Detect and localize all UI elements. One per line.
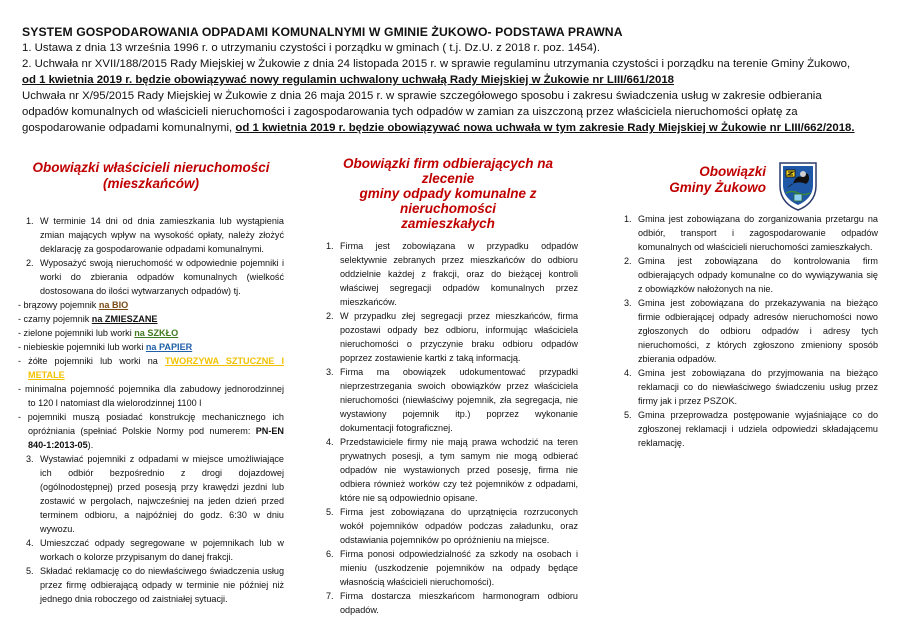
item-text: Gmina jest zobowiązana do zorganizowania przetargu na odbiór, transport i zagospodarowanie odpadów komunalnych od właścicieli nieruchomości zamieszkałych. <box>638 214 878 252</box>
item-number: 5. <box>26 566 34 576</box>
item-number: 2. <box>26 258 34 268</box>
item-text: W terminie 14 dni od dnia zamieszkania lub wystąpienia zmian mających wpływ na wysokość opłaty, należy złożyć deklarację za gospodarowanie odpadami komunalnymi. <box>40 216 284 254</box>
item-number: 7. <box>326 591 334 601</box>
heading-line-3: zamieszkałych <box>401 216 495 231</box>
bin-bio <box>18 298 284 312</box>
bin-desc: - niebieskie pojemniki lub worki <box>18 342 146 352</box>
list-item <box>318 547 578 589</box>
item-number: 2. <box>624 256 632 266</box>
legal-basis-header <box>22 25 882 136</box>
item-number: 2. <box>326 311 334 321</box>
item-number: 4. <box>326 437 334 447</box>
norm-note <box>18 410 284 452</box>
item-number: 1. <box>624 214 632 224</box>
item-number: 6. <box>326 549 334 559</box>
owners-obligations-heading <box>18 160 284 192</box>
list-item <box>616 366 878 408</box>
companies-obligations-column <box>318 156 578 617</box>
heading-line-2: (mieszkańców) <box>102 176 200 191</box>
coat-of-arms-icon <box>772 160 824 210</box>
item-text: Gmina przeprowadza postępowanie wyjaśniające co do zgłoszonej reklamacji i udziela odpowiedzi składającemu reklamację. <box>638 410 878 448</box>
bin-mixed <box>18 312 284 326</box>
bin-label-paper: na PAPIER <box>145 342 193 352</box>
list-item <box>318 239 578 309</box>
item-text: Przedstawiciele firmy nie mają prawa wchodzić na teren prywatnych posesji, a tym samym nie mogą odbierać odpadów nie wystawionych przed posesję, firma nie odbiera również worków czy też pojemników z odpadami, które nie są odpowiednio opisane. <box>340 437 578 503</box>
heading-line-1: Obowiązki <box>699 164 766 179</box>
heading-line-1: Obowiązki firm odbierających na zlecenie <box>342 156 554 186</box>
bin-label-plastic: TWORZYWA SZTUCZNE I METALE <box>28 356 285 380</box>
heading-line-2: Gminy Żukowo <box>669 180 766 195</box>
norm-number: PN-EN 840-1:2013-05 <box>28 426 284 450</box>
item-number: 1. <box>326 241 334 251</box>
legal-basis-line-5: odpadów komunalnych od właścicieli nieruchomości i zagospodarowania tych odpadów w zamian za uiszczoną przez właściciela nieruchomości opłatę za <box>22 106 798 118</box>
list-item <box>318 505 578 547</box>
item-number: 5. <box>326 507 334 517</box>
item-text: Gmina jest zobowiązana do przyjmowania na bieżąco reklamacji co do niewłaściwego świadczeniu usług przez firmy jak i przez PSZOK. <box>638 368 878 406</box>
bin-paper <box>18 340 284 354</box>
item-text: Gmina jest zobowiązana do przekazywania na bieżąco firmie odbierającej odpady adresów nieruchomości nowo zgłoszonych do odbioru odpadów i adresy tych nieruchomości, z których zgłoszono zmieniony sposób zbierania odpadów. <box>638 298 878 364</box>
line-6-bold: od 1 kwietnia 2019 r. będzie obowiązywać nowa uchwała w tym zakresie Rady Miejskiej w Żukowie nr LIII/662/2018. <box>235 122 855 134</box>
bin-label-mixed: na ZMIESZANE <box>91 314 158 324</box>
bin-desc: - żółte pojemniki lub worki na <box>18 356 165 366</box>
municipality-obligations-column <box>616 164 878 450</box>
legal-basis-line-1: 1. Ustawa z dnia 13 września 1996 r. o utrzymaniu czystości i porządku w gminach ( t.j. Dz.U. z 2018 r. poz. 1454). <box>22 42 601 54</box>
bin-desc: - brązowy pojemnik <box>18 300 99 310</box>
item-number: 4. <box>26 538 34 548</box>
item-text: Wystawiać pojemniki z odpadami w miejsce umożliwiające ich odbiór bezpośrednio z drogi dojazdowej (ogólnodostępnej) przed posesją przy krawędzi jezdni lub zostawić w pergolach, najwcześniej na jeden dzień przed terminem odbioru, a najpóźniej do godz. 6:30 w dniu wywozu. <box>40 454 284 534</box>
legal-basis-line-2: 2. Uchwała nr XVII/188/2015 Rady Miejskiej w Żukowie z dnia 24 listopada 2015 r. w sprawie regulaminu utrzymania czystości i porządku na terenie Gminy Żukowo, <box>22 58 851 70</box>
item-number: 1. <box>26 216 34 226</box>
list-item <box>318 589 578 617</box>
list-item <box>318 309 578 365</box>
bin-glass <box>18 326 284 340</box>
bin-desc: - czarny pojemnik <box>18 314 92 324</box>
companies-obligations-heading <box>318 156 578 231</box>
list-item <box>616 254 878 296</box>
list-item <box>18 452 284 536</box>
list-item <box>18 256 284 298</box>
capacity-note: - minimalna pojemność pojemnika dla zabudowy jednorodzinnej to 120 l natomiast dla wielorodzinnej 1100 l <box>18 384 284 408</box>
bin-label-bio: na BIO <box>98 300 129 310</box>
item-text: W przypadku złej segregacji przez mieszkańców, firma pozostawi odpady bez odbioru, informując właściciela nieruchomości o przyczynie braku odbioru odpadów poprzez zostawienie kartki z taką informacją. <box>340 311 578 363</box>
item-text: Firma dostarcza mieszkańcom harmonogram odbioru odpadów. <box>340 591 578 615</box>
list-item <box>318 365 578 435</box>
municipality-obligations-heading <box>616 164 766 196</box>
item-text: Firma ponosi odpowiedzialność za szkody na osobach i mieniu (uszkodzenie pojemników na odpady będące własnością właścicieli nieruchomości). <box>340 549 578 587</box>
item-number: 4. <box>624 368 632 378</box>
owners-obligations-column <box>18 160 284 606</box>
item-number: 3. <box>26 454 34 464</box>
list-item <box>616 296 878 366</box>
norm-note-text: - pojemniki muszą posiadać konstrukcję mechanicznego ich opróżniania (spełniać Polskie Normy pod numerem: <box>18 412 284 436</box>
bin-plastic <box>18 354 284 382</box>
list-item <box>18 536 284 564</box>
heading-line-1: Obowiązki właścicieli nieruchomości <box>32 160 270 175</box>
legal-basis-line-4: Uchwała nr X/95/2015 Rady Miejskiej w Żukowie z dnia 26 maja 2015 r. w sprawie szczegółowego sposobu i zakresu świadczenia usług w zakresie odbierania <box>22 90 822 102</box>
list-item <box>616 212 878 254</box>
item-text: Wyposażyć swoją nieruchomość w odpowiednie pojemniki i worki do zbierania odpadów komunalnych (wielkość dostosowana do ilości wytwarzanych odpadów) tj. <box>40 258 284 296</box>
legal-basis-line-6 <box>22 120 882 136</box>
list-item <box>18 214 284 256</box>
item-text: Umieszczać odpady segregowane w pojemnikach lub w workach o kolorze przypisanym do danej frakcji. <box>40 538 284 562</box>
document-title: SYSTEM GOSPODAROWANIA ODPADAMI KOMUNALNYMI W GMINIE ŻUKOWO- PODSTAWA PRAWNA <box>22 25 623 39</box>
list-item <box>318 435 578 505</box>
item-number: 3. <box>326 367 334 377</box>
norm-note-end: ). <box>87 440 94 450</box>
heading-line-2: gminy odpady komunalne z nieruchomości <box>359 186 537 216</box>
item-number: 3. <box>624 298 632 308</box>
line-6-plain: gospodarowanie odpadami komunalnymi, <box>22 122 236 134</box>
bin-label-glass: na SZKŁO <box>134 328 179 338</box>
list-item <box>616 408 878 450</box>
item-text: Gmina jest zobowiązana do kontrolowania firm odbierających odpady komunalne co do wywiązywania się z obowiązków nałożonych na nie. <box>638 256 878 294</box>
bin-desc: - zielone pojemniki lub worki <box>18 328 135 338</box>
item-text: Firma jest zobowiązana do uprzątnięcia rozrzuconych wokół pojemników odpadów podczas załadunku, oraz odstawiania pojemników po opróżnieniu na miejsce. <box>340 507 578 545</box>
list-item <box>18 564 284 606</box>
item-text: Firma jest zobowiązana w przypadku odpadów selektywnie zebranych przez mieszkańców do odbioru oddzielnie każdej z frakcji, oraz do bieżącej kontroli właściwej segregacji odpadów komunalnych przez mieszkańców. <box>340 241 578 307</box>
item-number: 5. <box>624 410 632 420</box>
item-text: Firma ma obowiązek udokumentować przypadki nieprzestrzegania swoich obowiązków przez właściciela nieruchomości (niewłaściwy pojemnik, zła segregacja, nie wystawiony pojemnik itp.) poprzez wykonanie dokumentacji fotograficznej. <box>340 367 578 433</box>
legal-basis-line-3: od 1 kwietnia 2019 r. będzie obowiązywać nowy regulamin uchwalony uchwałą Rady Miejskiej w Żukowie nr LIII/661/2018 <box>22 74 675 86</box>
item-text: Składać reklamację co do niewłaściwego świadczenia usług przez firmę odbierającą odpady w terminie nie później niż jednego dnia roboczego od zaistniałej sytuacji. <box>40 566 284 604</box>
